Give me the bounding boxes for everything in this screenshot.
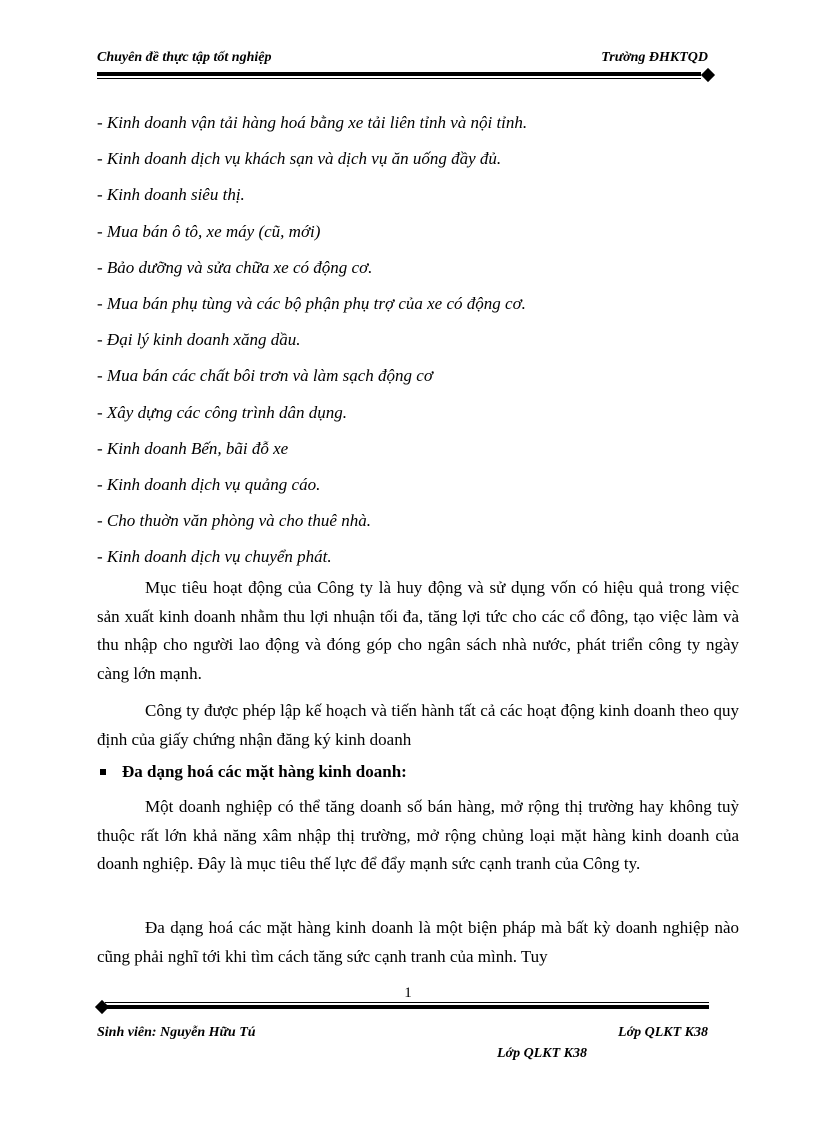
footer-rule-thick: [105, 1005, 709, 1009]
section-heading: [97, 762, 407, 782]
diversification-paragraph: Đa dạng hoá các mặt hàng kinh doanh là một biện pháp mà bất kỳ doanh nghiệp nào cũng phải nghĩ tới khi tìm cách tăng sức cạnh tranh của mình. Tuy: [97, 918, 739, 966]
list-item: - Kinh doanh Bến, bãi đỗ xe: [97, 438, 289, 458]
footer-class: Lớp QLKT K38: [618, 1025, 708, 1040]
list-item: - Kinh doanh dịch vụ chuyển phát.: [97, 547, 332, 567]
list-item: - Kinh doanh dịch vụ quảng cáo.: [97, 474, 321, 494]
list-item: - Mua bán phụ tùng và các bộ phận phụ trợ của xe có động cơ.: [97, 293, 526, 313]
footer-student: Sinh viên: Nguyễn Hữu Tú: [97, 1025, 256, 1040]
objective-paragraph: Mục tiêu hoạt động của Công ty là huy động và sử dụng vốn có hiệu quả trong việc sản xuất kinh doanh nhằm thu lợi nhuận tối đa, tăng lợi tức cho các cổ đông, tạo việc làm và thu nhập cho người lao động và đóng góp cho ngân sách nhà nước, phát triển công ty ngày càng lớn mạnh.: [97, 578, 739, 683]
square-bullet-icon: [100, 769, 106, 775]
diamond-icon: [701, 68, 715, 82]
list-item: - Bảo dưỡng và sửa chữa xe có động cơ.: [97, 257, 373, 277]
list-item: - Xây dựng các công trình dân dụng.: [97, 402, 348, 422]
footer-class-repeat: Lớp QLKT K38: [497, 1046, 587, 1061]
page-number: 1: [404, 985, 412, 1001]
permission-paragraph: Công ty được phép lập kế hoạch và tiến hành tất cả các hoạt động kinh doanh theo quy định của giấy chứng nhận đăng ký kinh doanh: [97, 701, 739, 749]
list-item: - Đại lý kinh doanh xăng dầu.: [97, 330, 301, 350]
list-item: - Mua bán các chất bôi trơn và làm sạch động cơ: [97, 366, 433, 386]
section-heading-text: Đa dạng hoá các mặt hàng kinh doanh:: [122, 762, 407, 781]
competitiveness-paragraph: Một doanh nghiệp có thể tăng doanh số bán hàng, mở rộng thị trường hay không tuỳ thuộc rất lớn khả năng xâm nhập thị trường, mở rộng chủng loại mặt hàng kinh doanh của doanh nghiệp. Đây là mục tiêu thế lực để đẩy mạnh sức cạnh tranh của Công ty.: [97, 797, 739, 873]
business-lines-list: [97, 112, 527, 582]
header-rule: [97, 70, 701, 79]
list-item: - Kinh doanh siêu thị.: [97, 185, 245, 205]
header-rule-thin: [97, 78, 701, 79]
list-item: - Cho thuờn văn phòng và cho thuê nhà.: [97, 511, 371, 531]
footer-rule: [97, 1002, 711, 1011]
header-title: Chuyên đề thực tập tốt nghiệp: [97, 50, 272, 65]
header-school: Trường ĐHKTQD: [601, 50, 708, 65]
footer-rule-thin: [105, 1002, 709, 1003]
header-rule-thick: [97, 72, 701, 76]
list-item: - Kinh doanh vận tải hàng hoá bằng xe tải liên tỉnh và nội tỉnh.: [97, 113, 528, 132]
list-item: - Kinh doanh dịch vụ khách sạn và dịch vụ ăn uống đầy đủ.: [97, 149, 502, 169]
list-item: - Mua bán ô tô, xe máy (cũ, mới): [97, 221, 321, 241]
